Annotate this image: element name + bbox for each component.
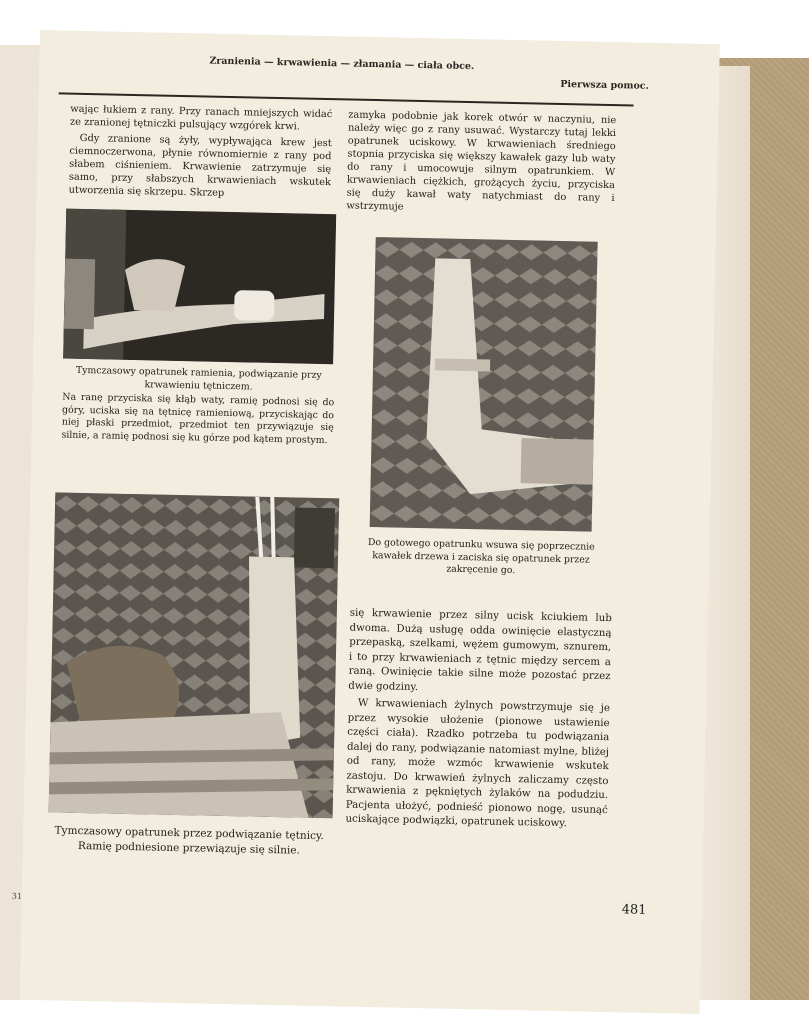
photo-bandaged-arm-stick [370, 237, 598, 532]
photo-arm-bandage [63, 209, 336, 365]
book-page [11, 30, 720, 1014]
caption-1-title: Tymczasowy opatrunek ramienia, podwiązanie przy krwawieniu tętniczem. [75, 364, 322, 393]
paragraph: się krwawienie przez silny ucisk kciukiem lub dwoma. Dużą usługę odda owinięcie elastyczną przepaską, szelkami, wężem gumowym, sznurem, i to przy krwawieniach z tętnic między sercem a raną. Owinięcie takie silne może pozostać przez dwie godziny. [348, 607, 612, 693]
page-number: 481 [621, 902, 647, 918]
caption-1 [61, 365, 335, 448]
right-bottom-text [345, 607, 612, 836]
caption-3-line1: Tymczasowy opatrunek przez podwiązanie tętnicy. [54, 824, 324, 843]
caption-1-body: Na ranę przyciska się kłąb waty, ramię podnosi się do góry, uciska się na tętnicę ramieniową, przyciskając do niej płaski przedmiot, przedmiot ten przywiązuje się silnie, a ramię podnosi się ku górze pod kątem prostym. [61, 391, 335, 446]
paragraph: Gdy zranione są żyły, wypływająca krew jest ciemnoczerwona, płynie równomiernie z rany pod słabem ciśnieniem. Krwawienie zatrzymuje się samo, przy słabszych krwawieniach wskutek utworzenia się skrzepu. Skrzep [68, 132, 332, 199]
header-title: Zranienia — krwawienia — złamania — ciała obce. [209, 55, 475, 73]
header-section: Pierwsza pomoc. [560, 78, 650, 92]
paragraph: wając łukiem z rany. Przy ranach mniejszych widać ze zranionej tętniczki pulsujący wzgórek krwi. [69, 103, 333, 133]
signature-mark: 31 [11, 891, 23, 901]
caption-2: Do gotowego opatrunku wsuwa się poprzecznie kawałek drzewa i zaciska się opatrunek przez zakręcenie go. [367, 536, 595, 577]
caption-3 [33, 823, 346, 860]
left-top-text [68, 103, 332, 205]
photo-raised-arm [49, 492, 340, 818]
right-top-text [346, 108, 616, 221]
paragraph: zamyka podobnie jak korek otwór w naczyniu, nie należy więc go z rany usuwać. Wystarczy tutaj lekki opatrunek uciskowy. W krwawieniach średniego stopnia przyciska się większy kawałek gazy lub waty do rany i umocowuje silnym opatrunkiem. W krwawieniach ciężkich, grożących życiu, przyciska się duży kawał waty natychmiast do rany i wstrzymuje [346, 109, 617, 213]
paragraph: W krwawieniach żylnych powstrzymuje się je przez wysokie ułożenie (pionowe ustawienie części ciała). Rzadko potrzeba tu podwiązania dalej do rany, podwiązanie natomiast mylne, bliżej od rany, może wzmóc krwawienie wskutek zastoju. Do krwawień żylnych zaliczamy często krwawienia z pękniętych żylaków na podudziu. Pacjenta ułożyć, podnieść pionowo nogę, usunąć uciskające podwiązki, opatrunek uciskowy. [345, 697, 611, 830]
caption-3-line2: Ramię podniesione przewiązuje się silnie. [77, 839, 301, 857]
